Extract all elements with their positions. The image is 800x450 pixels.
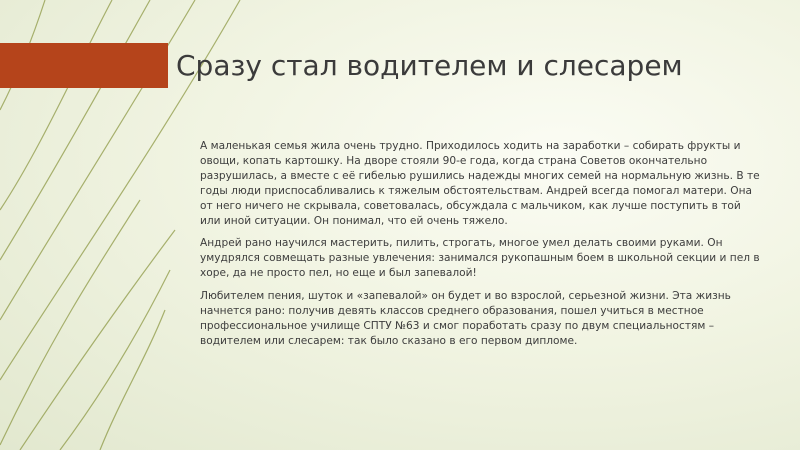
paragraph-text: Любителем пения, шуток и «запевалой» он будет и во взрослой, серьезной жизни. Эта жизнь начнется рано: получив девять классов среднего образования, пошел учиться в местное профессиональное училище СПТУ №63 и смог поработать сразу по двум специальностям – водителем или слесарем: так было сказано в его первом дипломе. — [200, 290, 731, 347]
title-accent-bar — [0, 43, 168, 88]
slide-title: Сразу стал водителем и слесарем — [176, 49, 683, 82]
paragraph-text: Андрей рано научился мастерить, пилить, строгать, многое умел делать своими руками. Он умудрялся совмещать разные увлечения: занимался рукопашным боем в школьной секции и пел в хоре, да не просто пел, но еще и был запевалой! — [200, 237, 760, 280]
decor-line — [60, 270, 170, 450]
decor-line — [0, 0, 112, 210]
bullet-paragraph-1 — [176, 139, 762, 228]
decor-line — [0, 0, 150, 260]
paragraph-text: А маленькая семья жила очень трудно. Приходилось ходить на заработки – собирать фрукты и овощи, копать картошку. На дворе стояли 90-е года, когда страна Советов окончательно разрушилась, а вместе с её гибелью рушились надежды многих семей на нормальную жизнь. В те годы люди приспосабливались к тяжелым обстоятельствам. Андрей всегда помогал матери. Она от него ничего не скрывала, советовалась, обсуждала с мальчиком, как лучше поступить в той или иной ситуации. Он понимал, что ей очень тяжело. — [200, 140, 760, 227]
decor-line — [100, 310, 165, 450]
bullet-paragraph-3 — [176, 289, 762, 349]
bullet-paragraph-2 — [176, 236, 762, 281]
body-bullet-list — [176, 139, 762, 357]
